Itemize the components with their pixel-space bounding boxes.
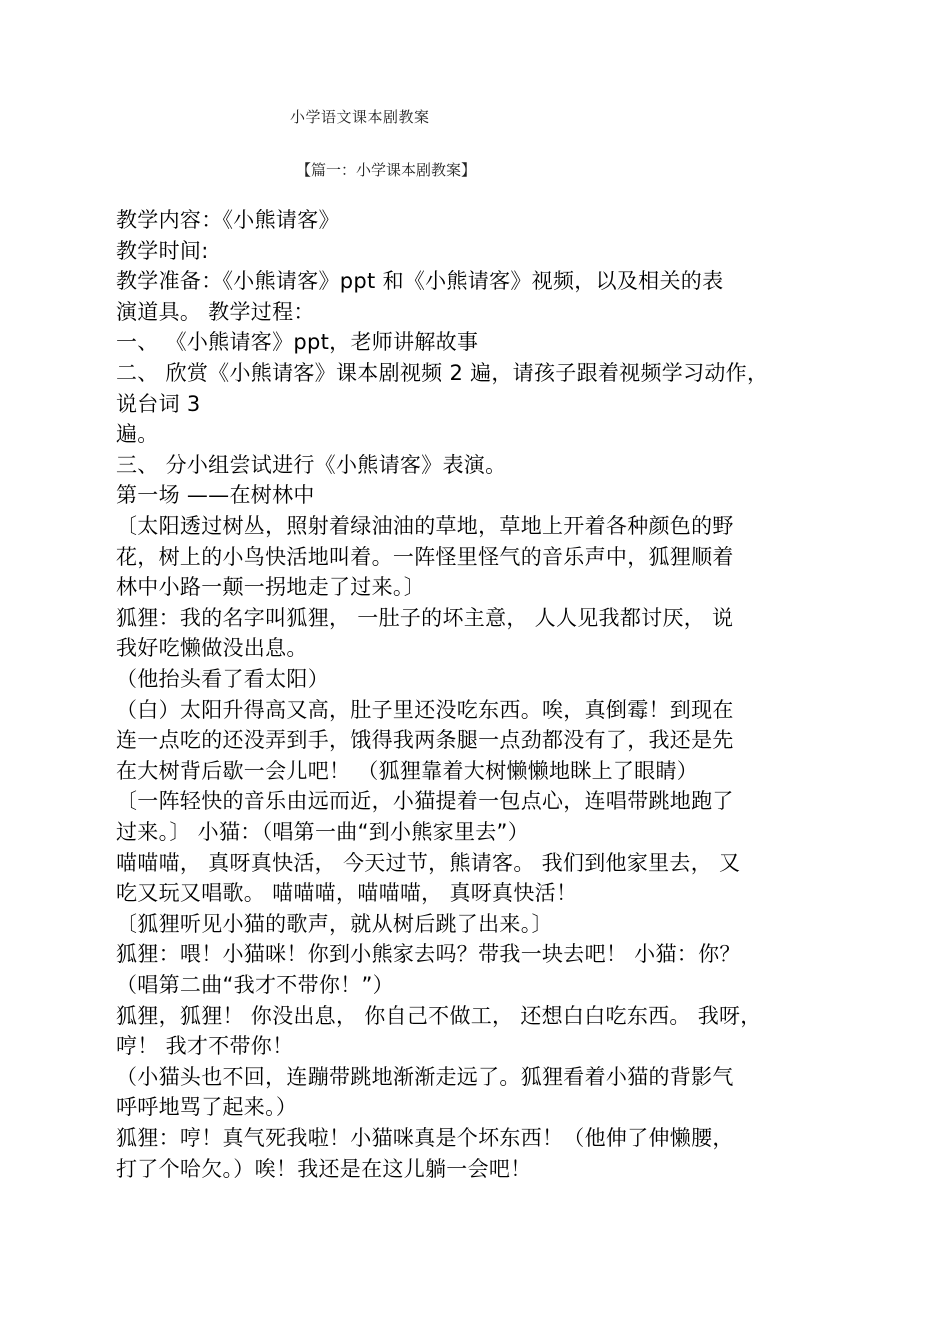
body-line: （他抬头看了看太阳） — [116, 667, 329, 691]
body-line: 狐狸：我的名字叫狐狸， 一肚子的坏主意， 人人见我都讨厌， 说 — [116, 605, 734, 630]
body-line: 二、 欣赏《小熊请客》课本剧视频 2 遍，请孩子跟着视频学习动作， — [116, 361, 769, 385]
body-line: 狐狸，狐狸！ 你没出息， 你自己不做工， 还想白白吃东西。 我呀， — [116, 1003, 762, 1028]
body-line: 遍。 — [116, 422, 159, 447]
body-line: 喵喵喵， 真呀真快活， 今天过节，熊请客。 我们到他家里去， 又 — [116, 850, 741, 875]
document-title: 小学语文课本剧教案 — [290, 108, 430, 126]
body-line: 〔太阳透过树丛，照射着绿油油的草地，草地上开着各种颜色的野 — [116, 514, 734, 538]
body-line: 教学准备：《小熊请客》ppt 和《小熊请客》视频，以及相关的表 — [116, 269, 724, 294]
body-line: 第一场 ——在树林中 — [116, 483, 315, 508]
body-line: 花，树上的小鸟快活地叫着。一阵怪里怪气的音乐声中，狐狸顺着 — [116, 544, 734, 569]
body-line: 打了个哈欠。）唉！我还是在这儿躺一会吧！ — [116, 1156, 532, 1181]
body-line: 教学时间: — [116, 238, 209, 263]
body-line: 哼！ 我才不带你！ — [116, 1034, 294, 1059]
body-line: 吃又玩又唱歌。 喵喵喵，喵喵喵， 真呀真快活！ — [116, 881, 578, 906]
body-line: 说台词 3 — [116, 391, 201, 416]
body-line: 〔狐狸听见小猫的歌声，就从树后跳了出来。〕 — [116, 911, 553, 936]
body-line: 演道具。 教学过程： — [116, 299, 315, 324]
body-line: 过来。〕 小猫：（唱第一曲“到小熊家里去”） — [116, 820, 530, 844]
body-line: 连一点吃的还没弄到手，饿得我两条腿一点劲都没有了，我还是先 — [116, 728, 734, 753]
body-line: 一、 《小熊请客》ppt，老师讲解故事 — [116, 330, 479, 355]
section-heading: 【篇一：小学课本剧教案】 — [296, 161, 477, 179]
body-line: 〔一阵轻快的音乐由远而近，小猫提着一包点心，连唱带跳地跑了 — [116, 789, 734, 814]
body-line: 我好吃懒做没出息。 — [116, 636, 308, 661]
body-line: 呼呼地骂了起来。） — [116, 1095, 298, 1120]
body-line: 三、 分小组尝试进行《小熊请客》表演。 — [116, 452, 507, 477]
body-line: 林中小路一颠一拐地走了过来。〕 — [116, 575, 425, 600]
body-line: 狐狸：喂！小猫咪！你到小熊家去吗？带我一块去吧！ 小猫：你？ — [116, 942, 741, 967]
body-line: 狐狸：哼！真气死我啦！小猫咪真是个坏东西！（他伸了伸懒腰， — [116, 1126, 734, 1150]
body-line: （小猫头也不回，连蹦带跳地渐渐走远了。狐狸看着小猫的背影气 — [116, 1064, 734, 1089]
body-line: 在大树背后歇一会儿吧！ （狐狸靠着大树懒懒地眯上了眼睛） — [116, 758, 699, 783]
body-line: 教学内容：《小熊请客》 — [116, 208, 340, 232]
body-line: （唱第二曲“我才不带你！”） — [116, 973, 394, 997]
body-line: （白）太阳升得高又高，肚子里还没吃东西。唉，真倒霉！到现在 — [116, 697, 734, 722]
